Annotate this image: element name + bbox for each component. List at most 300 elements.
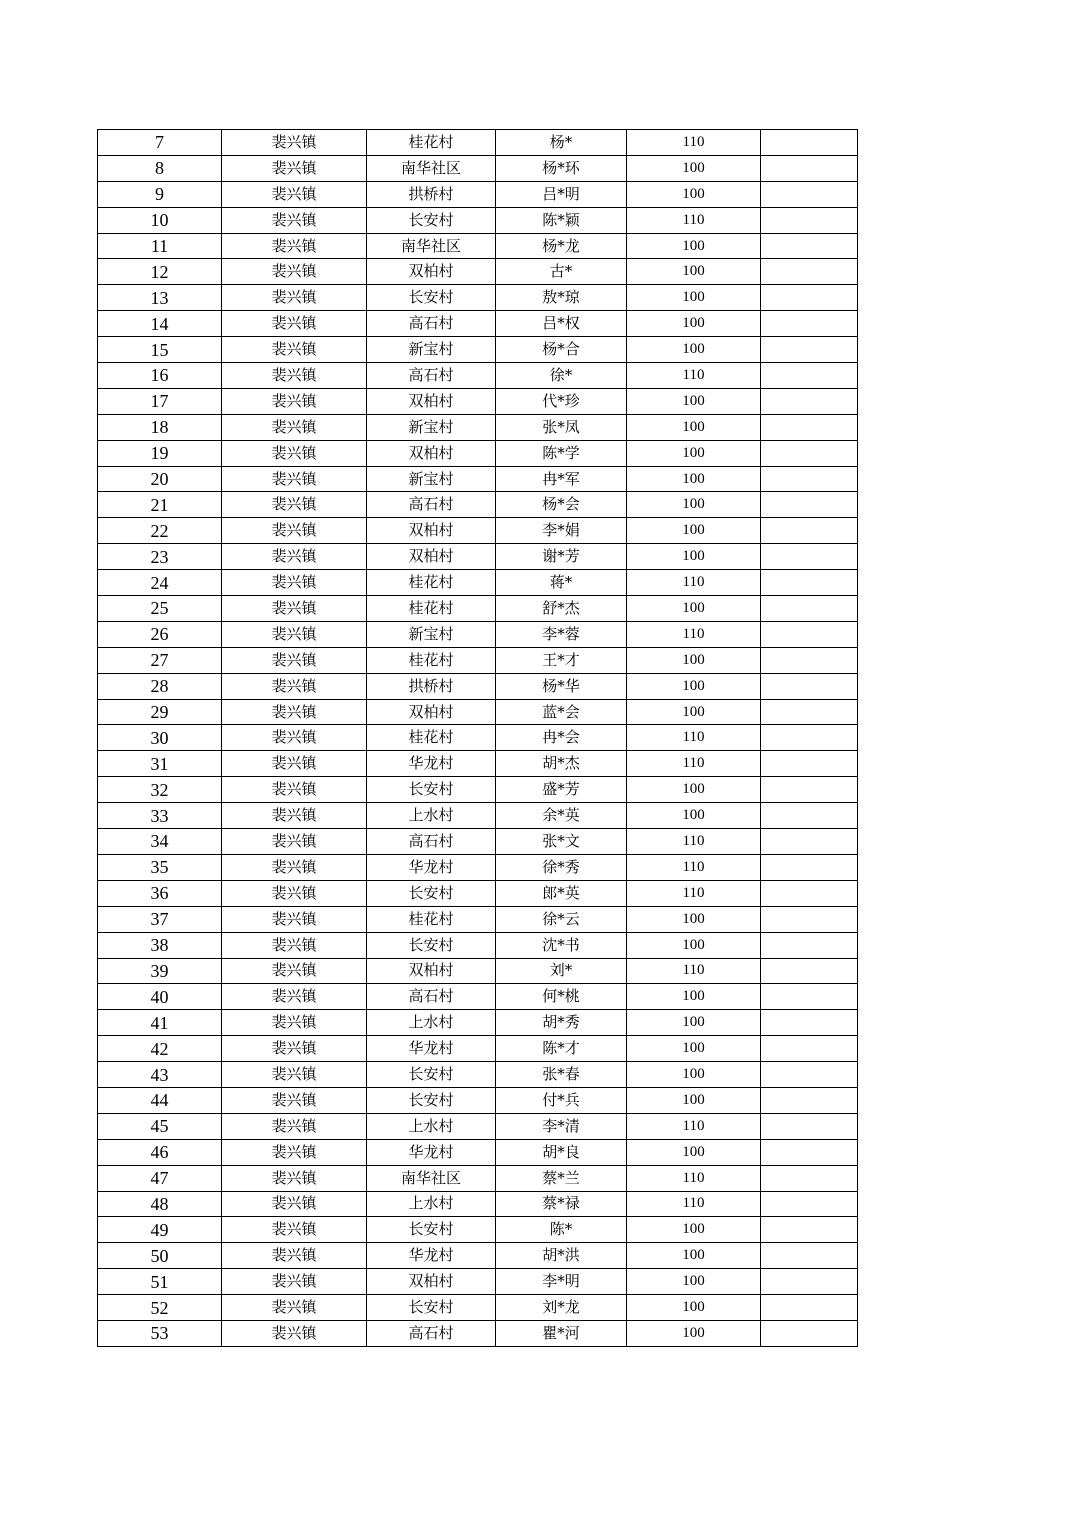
cell-town: 裴兴镇	[222, 803, 367, 829]
table-row	[98, 492, 858, 518]
cell-amount: 100	[627, 311, 761, 337]
cell-note	[761, 906, 858, 932]
cell-amount: 100	[627, 155, 761, 181]
cell-village: 上水村	[367, 1191, 496, 1217]
cell-village: 高石村	[367, 363, 496, 389]
cell-number: 36	[98, 880, 222, 906]
cell-name: 敖*琼	[496, 285, 627, 311]
cell-amount: 100	[627, 1295, 761, 1321]
cell-village: 双柏村	[367, 259, 496, 285]
cell-village: 桂花村	[367, 130, 496, 156]
cell-village: 高石村	[367, 492, 496, 518]
cell-note	[761, 337, 858, 363]
cell-amount: 100	[627, 647, 761, 673]
cell-village: 南华社区	[367, 1165, 496, 1191]
cell-note	[761, 1191, 858, 1217]
table-row	[98, 829, 858, 855]
cell-town: 裴兴镇	[222, 337, 367, 363]
table-row	[98, 1269, 858, 1295]
cell-number: 7	[98, 130, 222, 156]
cell-village: 双柏村	[367, 1269, 496, 1295]
cell-amount: 110	[627, 751, 761, 777]
cell-note	[761, 777, 858, 803]
cell-village: 高石村	[367, 829, 496, 855]
cell-amount: 100	[627, 1010, 761, 1036]
table-row	[98, 363, 858, 389]
cell-village: 双柏村	[367, 518, 496, 544]
cell-number: 9	[98, 181, 222, 207]
cell-town: 裴兴镇	[222, 958, 367, 984]
cell-name: 胡*洪	[496, 1243, 627, 1269]
cell-village: 长安村	[367, 1087, 496, 1113]
cell-name: 徐*秀	[496, 854, 627, 880]
table-row	[98, 440, 858, 466]
cell-amount: 110	[627, 570, 761, 596]
cell-note	[761, 1269, 858, 1295]
cell-name: 沈*书	[496, 932, 627, 958]
table-row	[98, 570, 858, 596]
cell-note	[761, 207, 858, 233]
cell-village: 新宝村	[367, 466, 496, 492]
cell-name: 李*明	[496, 1269, 627, 1295]
table-row	[98, 518, 858, 544]
cell-town: 裴兴镇	[222, 1295, 367, 1321]
table-row	[98, 1062, 858, 1088]
cell-town: 裴兴镇	[222, 647, 367, 673]
table-row	[98, 958, 858, 984]
cell-name: 蔡*兰	[496, 1165, 627, 1191]
cell-number: 37	[98, 906, 222, 932]
cell-name: 余*英	[496, 803, 627, 829]
cell-name: 蓝*会	[496, 699, 627, 725]
cell-name: 陈*学	[496, 440, 627, 466]
cell-note	[761, 932, 858, 958]
cell-village: 桂花村	[367, 570, 496, 596]
cell-note	[761, 1139, 858, 1165]
cell-town: 裴兴镇	[222, 673, 367, 699]
cell-number: 50	[98, 1243, 222, 1269]
cell-amount: 100	[627, 544, 761, 570]
cell-note	[761, 1087, 858, 1113]
cell-number: 14	[98, 311, 222, 337]
table-row	[98, 337, 858, 363]
cell-village: 华龙村	[367, 751, 496, 777]
cell-name: 杨*会	[496, 492, 627, 518]
cell-town: 裴兴镇	[222, 1062, 367, 1088]
table-row	[98, 259, 858, 285]
cell-amount: 100	[627, 1320, 761, 1346]
cell-number: 32	[98, 777, 222, 803]
cell-village: 桂花村	[367, 725, 496, 751]
cell-name: 吕*权	[496, 311, 627, 337]
cell-number: 46	[98, 1139, 222, 1165]
cell-name: 徐*云	[496, 906, 627, 932]
table-row	[98, 1165, 858, 1191]
cell-town: 裴兴镇	[222, 155, 367, 181]
cell-note	[761, 414, 858, 440]
cell-number: 25	[98, 596, 222, 622]
table-row	[98, 803, 858, 829]
cell-number: 26	[98, 621, 222, 647]
cell-name: 刘*龙	[496, 1295, 627, 1321]
cell-amount: 100	[627, 440, 761, 466]
cell-amount: 110	[627, 829, 761, 855]
cell-village: 新宝村	[367, 621, 496, 647]
cell-name: 李*娟	[496, 518, 627, 544]
table-row	[98, 1010, 858, 1036]
cell-amount: 100	[627, 466, 761, 492]
cell-amount: 100	[627, 1217, 761, 1243]
cell-village: 华龙村	[367, 854, 496, 880]
cell-amount: 100	[627, 492, 761, 518]
cell-village: 长安村	[367, 1062, 496, 1088]
cell-amount: 100	[627, 414, 761, 440]
cell-note	[761, 803, 858, 829]
cell-name: 冉*会	[496, 725, 627, 751]
cell-note	[761, 1010, 858, 1036]
cell-name: 王*才	[496, 647, 627, 673]
cell-town: 裴兴镇	[222, 751, 367, 777]
cell-number: 45	[98, 1113, 222, 1139]
cell-name: 古*	[496, 259, 627, 285]
cell-note	[761, 1062, 858, 1088]
cell-town: 裴兴镇	[222, 1113, 367, 1139]
cell-note	[761, 440, 858, 466]
cell-name: 杨*华	[496, 673, 627, 699]
cell-village: 双柏村	[367, 440, 496, 466]
cell-name: 杨*	[496, 130, 627, 156]
cell-note	[761, 1036, 858, 1062]
cell-village: 高石村	[367, 984, 496, 1010]
cell-amount: 110	[627, 1191, 761, 1217]
cell-number: 47	[98, 1165, 222, 1191]
cell-amount: 110	[627, 130, 761, 156]
table-row	[98, 906, 858, 932]
cell-amount: 100	[627, 777, 761, 803]
cell-town: 裴兴镇	[222, 518, 367, 544]
cell-name: 盛*芳	[496, 777, 627, 803]
cell-name: 张*文	[496, 829, 627, 855]
cell-amount: 110	[627, 880, 761, 906]
table-row	[98, 777, 858, 803]
cell-amount: 110	[627, 621, 761, 647]
cell-name: 代*珍	[496, 388, 627, 414]
cell-number: 35	[98, 854, 222, 880]
table-row	[98, 699, 858, 725]
cell-town: 裴兴镇	[222, 1243, 367, 1269]
cell-amount: 110	[627, 958, 761, 984]
cell-village: 长安村	[367, 880, 496, 906]
table-row	[98, 388, 858, 414]
cell-town: 裴兴镇	[222, 466, 367, 492]
cell-amount: 100	[627, 1243, 761, 1269]
cell-town: 裴兴镇	[222, 130, 367, 156]
cell-number: 42	[98, 1036, 222, 1062]
cell-village: 拱桥村	[367, 673, 496, 699]
table-row	[98, 1191, 858, 1217]
cell-amount: 110	[627, 207, 761, 233]
cell-village: 华龙村	[367, 1243, 496, 1269]
table-row	[98, 854, 858, 880]
cell-amount: 100	[627, 699, 761, 725]
cell-number: 22	[98, 518, 222, 544]
cell-village: 长安村	[367, 285, 496, 311]
cell-number: 51	[98, 1269, 222, 1295]
table-row	[98, 932, 858, 958]
cell-amount: 100	[627, 181, 761, 207]
cell-note	[761, 544, 858, 570]
table-row	[98, 1087, 858, 1113]
cell-village: 上水村	[367, 803, 496, 829]
cell-name: 吕*明	[496, 181, 627, 207]
table-row	[98, 1036, 858, 1062]
cell-name: 杨*环	[496, 155, 627, 181]
cell-note	[761, 596, 858, 622]
cell-amount: 100	[627, 932, 761, 958]
cell-village: 长安村	[367, 1217, 496, 1243]
cell-town: 裴兴镇	[222, 1010, 367, 1036]
table-row	[98, 1243, 858, 1269]
cell-note	[761, 1113, 858, 1139]
cell-name: 张*凤	[496, 414, 627, 440]
cell-amount: 100	[627, 1087, 761, 1113]
cell-note	[761, 311, 858, 337]
cell-amount: 100	[627, 1062, 761, 1088]
cell-name: 舒*杰	[496, 596, 627, 622]
table-row	[98, 1139, 858, 1165]
cell-amount: 100	[627, 285, 761, 311]
cell-note	[761, 363, 858, 389]
table-row	[98, 1295, 858, 1321]
cell-town: 裴兴镇	[222, 984, 367, 1010]
cell-amount: 100	[627, 1036, 761, 1062]
cell-village: 上水村	[367, 1113, 496, 1139]
cell-note	[761, 181, 858, 207]
cell-number: 52	[98, 1295, 222, 1321]
table-row	[98, 311, 858, 337]
cell-number: 31	[98, 751, 222, 777]
cell-number: 38	[98, 932, 222, 958]
cell-town: 裴兴镇	[222, 1036, 367, 1062]
table-row	[98, 1113, 858, 1139]
cell-amount: 100	[627, 803, 761, 829]
cell-number: 11	[98, 233, 222, 259]
cell-amount: 110	[627, 725, 761, 751]
cell-town: 裴兴镇	[222, 285, 367, 311]
cell-town: 裴兴镇	[222, 1087, 367, 1113]
cell-town: 裴兴镇	[222, 363, 367, 389]
cell-name: 冉*军	[496, 466, 627, 492]
cell-note	[761, 155, 858, 181]
cell-number: 12	[98, 259, 222, 285]
cell-amount: 100	[627, 388, 761, 414]
cell-note	[761, 751, 858, 777]
cell-number: 39	[98, 958, 222, 984]
cell-name: 瞿*河	[496, 1320, 627, 1346]
cell-village: 拱桥村	[367, 181, 496, 207]
cell-number: 44	[98, 1087, 222, 1113]
cell-amount: 110	[627, 363, 761, 389]
cell-town: 裴兴镇	[222, 1139, 367, 1165]
cell-name: 付*兵	[496, 1087, 627, 1113]
cell-village: 双柏村	[367, 699, 496, 725]
cell-number: 27	[98, 647, 222, 673]
cell-number: 49	[98, 1217, 222, 1243]
table-row	[98, 130, 858, 156]
cell-amount: 100	[627, 984, 761, 1010]
table-row	[98, 725, 858, 751]
data-table	[97, 129, 858, 1347]
cell-note	[761, 854, 858, 880]
cell-note	[761, 259, 858, 285]
cell-number: 18	[98, 414, 222, 440]
cell-town: 裴兴镇	[222, 259, 367, 285]
cell-village: 高石村	[367, 1320, 496, 1346]
cell-note	[761, 621, 858, 647]
table-row	[98, 1217, 858, 1243]
table-row	[98, 207, 858, 233]
cell-note	[761, 958, 858, 984]
cell-village: 华龙村	[367, 1139, 496, 1165]
cell-name: 郎*英	[496, 880, 627, 906]
cell-note	[761, 984, 858, 1010]
cell-town: 裴兴镇	[222, 492, 367, 518]
table-row	[98, 155, 858, 181]
cell-village: 新宝村	[367, 337, 496, 363]
cell-name: 杨*龙	[496, 233, 627, 259]
cell-amount: 100	[627, 259, 761, 285]
cell-town: 裴兴镇	[222, 440, 367, 466]
cell-note	[761, 285, 858, 311]
cell-town: 裴兴镇	[222, 311, 367, 337]
cell-name: 何*桃	[496, 984, 627, 1010]
cell-number: 16	[98, 363, 222, 389]
table-row	[98, 596, 858, 622]
table-row	[98, 647, 858, 673]
cell-name: 胡*秀	[496, 1010, 627, 1036]
cell-note	[761, 1320, 858, 1346]
cell-village: 长安村	[367, 777, 496, 803]
cell-note	[761, 1243, 858, 1269]
cell-town: 裴兴镇	[222, 544, 367, 570]
cell-number: 40	[98, 984, 222, 1010]
cell-town: 裴兴镇	[222, 1217, 367, 1243]
cell-note	[761, 388, 858, 414]
cell-number: 34	[98, 829, 222, 855]
cell-village: 桂花村	[367, 647, 496, 673]
cell-amount: 110	[627, 854, 761, 880]
cell-village: 长安村	[367, 207, 496, 233]
cell-note	[761, 518, 858, 544]
cell-number: 15	[98, 337, 222, 363]
table-row	[98, 751, 858, 777]
cell-village: 双柏村	[367, 958, 496, 984]
cell-town: 裴兴镇	[222, 207, 367, 233]
cell-village: 华龙村	[367, 1036, 496, 1062]
cell-note	[761, 647, 858, 673]
cell-note	[761, 492, 858, 518]
cell-town: 裴兴镇	[222, 854, 367, 880]
cell-amount: 100	[627, 673, 761, 699]
cell-name: 陈*才	[496, 1036, 627, 1062]
cell-village: 长安村	[367, 1295, 496, 1321]
table-row	[98, 621, 858, 647]
cell-name: 李*清	[496, 1113, 627, 1139]
cell-amount: 100	[627, 1269, 761, 1295]
cell-town: 裴兴镇	[222, 621, 367, 647]
cell-town: 裴兴镇	[222, 906, 367, 932]
cell-number: 19	[98, 440, 222, 466]
table-row	[98, 181, 858, 207]
cell-number: 29	[98, 699, 222, 725]
cell-note	[761, 466, 858, 492]
cell-name: 刘*	[496, 958, 627, 984]
table-row	[98, 984, 858, 1010]
cell-village: 桂花村	[367, 906, 496, 932]
cell-number: 24	[98, 570, 222, 596]
cell-village: 上水村	[367, 1010, 496, 1036]
cell-number: 10	[98, 207, 222, 233]
cell-note	[761, 699, 858, 725]
cell-amount: 100	[627, 906, 761, 932]
cell-village: 高石村	[367, 311, 496, 337]
cell-number: 43	[98, 1062, 222, 1088]
table-row	[98, 1320, 858, 1346]
cell-note	[761, 1165, 858, 1191]
cell-note	[761, 570, 858, 596]
cell-name: 陈*颖	[496, 207, 627, 233]
cell-name: 胡*良	[496, 1139, 627, 1165]
cell-note	[761, 829, 858, 855]
cell-note	[761, 673, 858, 699]
cell-note	[761, 233, 858, 259]
cell-village: 南华社区	[367, 233, 496, 259]
cell-town: 裴兴镇	[222, 725, 367, 751]
cell-town: 裴兴镇	[222, 388, 367, 414]
table-row	[98, 880, 858, 906]
cell-amount: 100	[627, 233, 761, 259]
cell-town: 裴兴镇	[222, 829, 367, 855]
cell-number: 30	[98, 725, 222, 751]
cell-note	[761, 725, 858, 751]
cell-town: 裴兴镇	[222, 777, 367, 803]
cell-number: 41	[98, 1010, 222, 1036]
cell-note	[761, 130, 858, 156]
cell-number: 48	[98, 1191, 222, 1217]
cell-amount: 100	[627, 337, 761, 363]
cell-village: 桂花村	[367, 596, 496, 622]
cell-town: 裴兴镇	[222, 1269, 367, 1295]
cell-name: 张*春	[496, 1062, 627, 1088]
cell-town: 裴兴镇	[222, 880, 367, 906]
cell-town: 裴兴镇	[222, 596, 367, 622]
cell-village: 南华社区	[367, 155, 496, 181]
cell-town: 裴兴镇	[222, 570, 367, 596]
cell-amount: 110	[627, 1165, 761, 1191]
cell-town: 裴兴镇	[222, 414, 367, 440]
cell-number: 20	[98, 466, 222, 492]
cell-amount: 100	[627, 1139, 761, 1165]
cell-name: 徐*	[496, 363, 627, 389]
table-row	[98, 285, 858, 311]
cell-note	[761, 1295, 858, 1321]
cell-name: 谢*芳	[496, 544, 627, 570]
cell-note	[761, 880, 858, 906]
table-body	[98, 130, 858, 1347]
cell-town: 裴兴镇	[222, 932, 367, 958]
table-row	[98, 233, 858, 259]
cell-name: 李*蓉	[496, 621, 627, 647]
